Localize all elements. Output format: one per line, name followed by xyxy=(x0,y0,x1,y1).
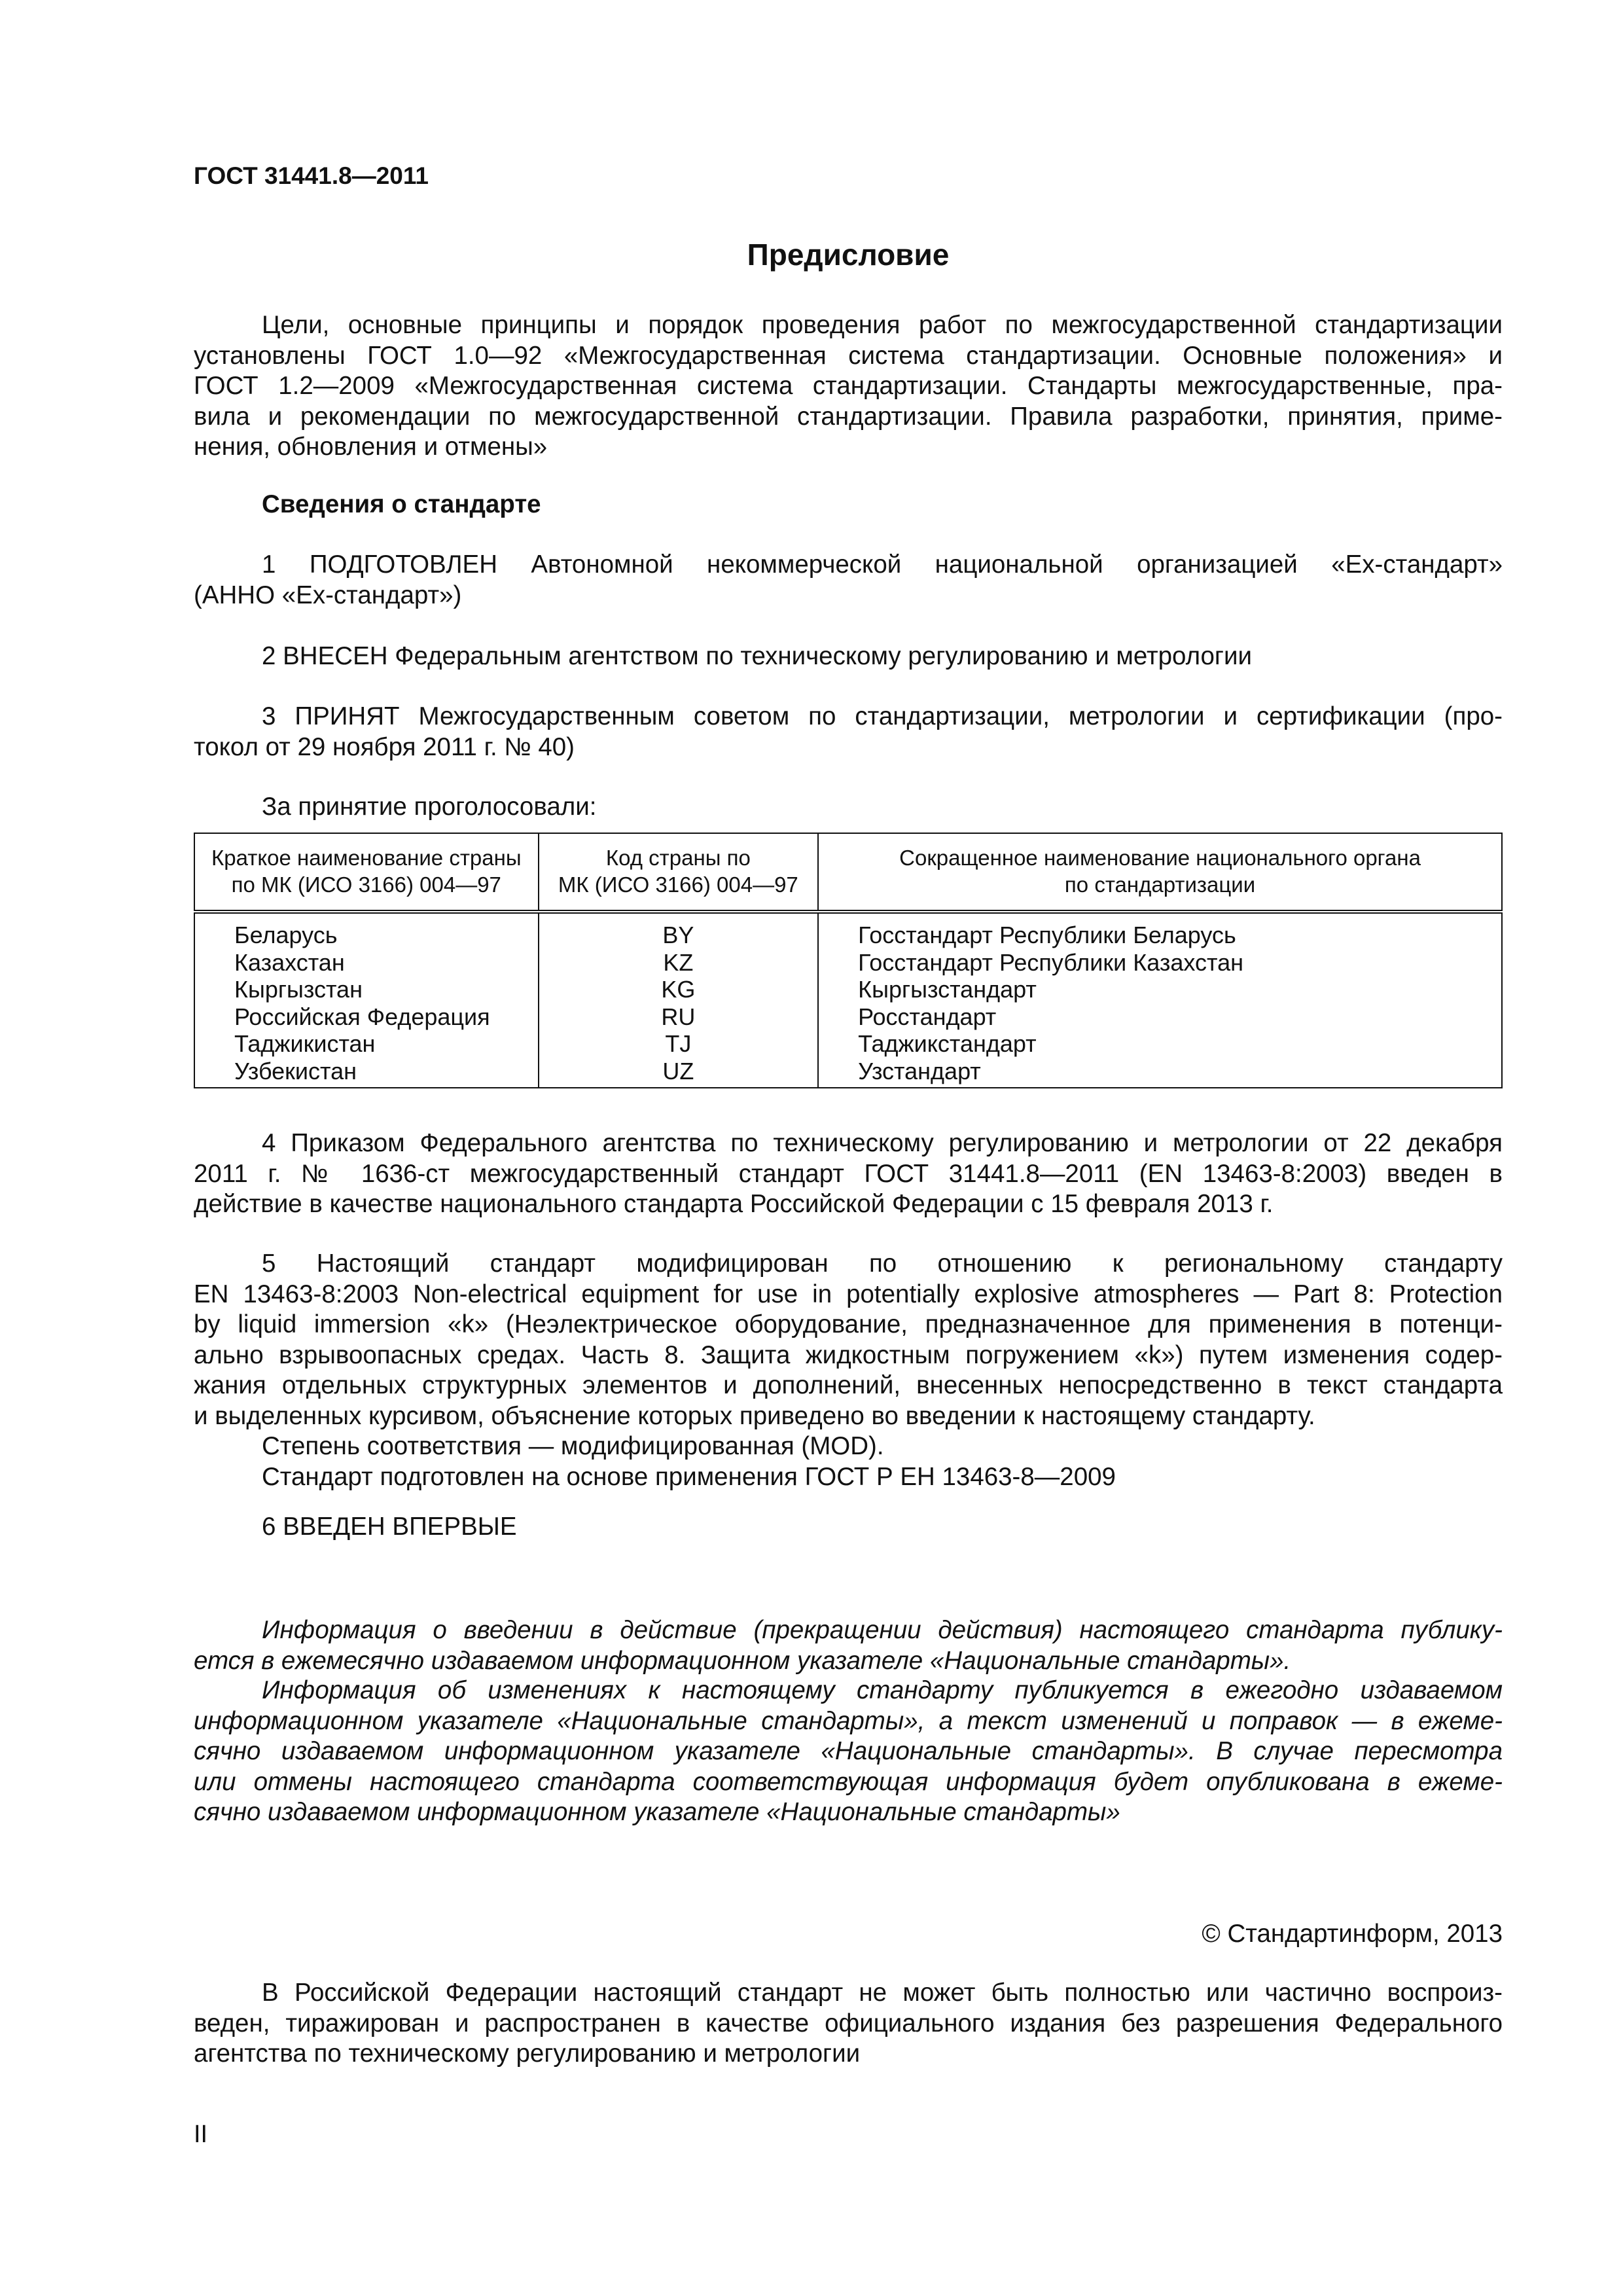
intro-paragraph xyxy=(194,310,1503,463)
item-3 xyxy=(194,702,1503,762)
header-line: по стандартизации xyxy=(1064,872,1256,897)
notice-line: сячно издаваемом информационном указателе «Национальные стандарты» xyxy=(194,1798,1120,1826)
header-line: Краткое наименование страны xyxy=(211,846,522,870)
country-cell: Узбекистан xyxy=(194,1058,539,1088)
country-cell: Российская Федерация xyxy=(194,1003,539,1031)
item-1-line: (АННО «Ex-стандарт») xyxy=(194,581,462,609)
document-page xyxy=(194,0,1503,2296)
restriction-line: агентства по техническому регулированию и метрологии xyxy=(194,2039,861,2068)
code-cell: UZ xyxy=(539,1058,819,1088)
table-row xyxy=(194,976,1502,1003)
item-3-line: токол от 29 ноября 2011 г. № 40) xyxy=(194,732,575,761)
document-code: ГОСТ 31441.8—2011 xyxy=(194,162,429,189)
notice-line: Информация о введении в действие (прекращении действия) настоящего стандарта публику- xyxy=(262,1616,1503,1644)
body-cell: Росстандарт xyxy=(818,1003,1502,1031)
item-4-line: 4 Приказом Федерального агентства по техническому регулированию и метрологии от 22 декабря xyxy=(262,1129,1503,1157)
country-cell: Беларусь xyxy=(194,912,539,949)
notice-line: Информация об изменениях к настоящему стандарту публикуется в ежегодно издаваемом xyxy=(262,1676,1503,1704)
item-5-line: EN 13463-8:2003 Non-electrical equipment for use in potentially explosive atmospheres — Part 8: Protection xyxy=(194,1280,1503,1308)
code-cell: RU xyxy=(539,1003,819,1031)
item-1-line: 1 ПОДГОТОВЛЕН Автономной некоммерческой национальной организацией «Ex-стандарт» xyxy=(262,550,1503,579)
table-row xyxy=(194,1058,1502,1088)
notice-line: или отмены настоящего стандарта соответствующая информация будет опубликована в ежеме- xyxy=(194,1767,1503,1796)
intro-line: нения, обновления и отмены» xyxy=(194,433,548,461)
item-5 xyxy=(194,1249,1503,1492)
restriction-paragraph xyxy=(194,1978,1503,2070)
intro-line: вила и рекомендации по межгосударственной стандартизации. Правила разработки, принятия, приме- xyxy=(194,402,1503,431)
intro-line: ГОСТ 1.2—2009 «Межгосударственная система стандартизации. Стандарты межгосударственные, пра- xyxy=(194,372,1503,400)
item-5-line: и выделенных курсивом, объяснение которых приведено во введении к настоящему стандарту. xyxy=(194,1401,1315,1430)
intro-line: установлены ГОСТ 1.0—92 «Межгосударственная система стандартизации. Основные положения» и xyxy=(194,341,1503,370)
item-5-line: 5 Настоящий стандарт модифицирован по отношению к региональному стандарту xyxy=(262,1249,1503,1278)
restriction-line: веден, тиражирован и распространен в качестве официального издания без разрешения Федерального xyxy=(194,2009,1503,2037)
table-row xyxy=(194,912,1502,949)
notice-line: ется в ежемесячно издаваемом информационном указателе «Национальные стандарты». xyxy=(194,1646,1291,1675)
copyright: © Стандартинформ, 2013 xyxy=(1202,1920,1503,1948)
body-cell: Таджикстандарт xyxy=(818,1030,1502,1058)
info-heading: Сведения о стандарте xyxy=(262,490,541,518)
notice-line: сячно издаваемом информационном указателе «Национальные стандарты». В случае пересмотра xyxy=(194,1737,1503,1765)
body-cell: Узстандарт xyxy=(818,1058,1502,1088)
item-4-line: 2011 г. № 1636-ст межгосударственный стандарт ГОСТ 31441.8—2011 (EN 13463-8:2003) введен в xyxy=(194,1159,1503,1188)
column-header-country xyxy=(194,833,539,912)
column-header-code xyxy=(539,833,819,912)
header-line: МК (ИСО 3166) 004—97 xyxy=(558,872,798,897)
header-line: Сокращенное наименование национального органа xyxy=(899,846,1421,870)
table-header-row xyxy=(194,833,1502,912)
item-5-line: by liquid immersion «k» (Неэлектрическое оборудование, предназначенное для применения в потенци- xyxy=(194,1310,1503,1338)
notice-introduction xyxy=(194,1615,1503,1676)
item-5-line: жания отдельных структурных элементов и дополнений, внесенных непосредственно в текст стандарта xyxy=(194,1371,1503,1399)
notice-changes xyxy=(194,1676,1503,1828)
header-line: Код страны по xyxy=(605,846,751,870)
conformity-degree: Степень соответствия — модифицированная (MOD). xyxy=(262,1432,884,1460)
code-cell: BY xyxy=(539,912,819,949)
restriction-line: В Российской Федерации настоящий стандарт не может быть полностью или частично воспроиз- xyxy=(262,1979,1503,2007)
item-4 xyxy=(194,1128,1503,1220)
country-cell: Казахстан xyxy=(194,949,539,977)
voting-table xyxy=(194,833,1503,1088)
header-line: по МК (ИСО 3166) 004—97 xyxy=(231,872,501,897)
page-number: II xyxy=(194,2121,208,2148)
column-header-body xyxy=(818,833,1502,912)
code-cell: KG xyxy=(539,976,819,1003)
code-cell: TJ xyxy=(539,1030,819,1058)
item-5-line: ально взрывоопасных средах. Часть 8. Защита жидкостным погружением «k») путем изменения содер- xyxy=(194,1340,1503,1369)
table-row xyxy=(194,949,1502,977)
page-title: Предисловие xyxy=(747,238,950,272)
item-2: 2 ВНЕСЕН Федеральным агентством по техническому регулированию и метрологии xyxy=(262,642,1252,670)
item-1 xyxy=(194,550,1503,611)
item-6: 6 ВВЕДЕН ВПЕРВЫЕ xyxy=(262,1513,517,1541)
country-cell: Таджикистан xyxy=(194,1030,539,1058)
body-cell: Госстандарт Республики Беларусь xyxy=(818,912,1502,949)
item-4-line: действие в качестве национального стандарта Российской Федерации с 15 февраля 2013 г. xyxy=(194,1190,1274,1218)
body-cell: Госстандарт Республики Казахстан xyxy=(818,949,1502,977)
notice-line: информационном указателе «Национальные стандарты», а текст изменений и поправок — в ежеме- xyxy=(194,1706,1503,1735)
item-3-line: 3 ПРИНЯТ Межгосударственным советом по стандартизации, метрологии и сертификации (про- xyxy=(262,702,1503,730)
code-cell: KZ xyxy=(539,949,819,977)
country-cell: Кыргызстан xyxy=(194,976,539,1003)
voted-label: За принятие проголосовали: xyxy=(262,793,597,821)
table-row xyxy=(194,1003,1502,1031)
body-cell: Кыргызстандарт xyxy=(818,976,1502,1003)
basis-standard: Стандарт подготовлен на основе применения ГОСТ Р ЕН 13463-8—2009 xyxy=(262,1462,1116,1491)
intro-line: Цели, основные принципы и порядок проведения работ по межгосударственной стандартизации xyxy=(262,311,1503,339)
table-row xyxy=(194,1030,1502,1058)
